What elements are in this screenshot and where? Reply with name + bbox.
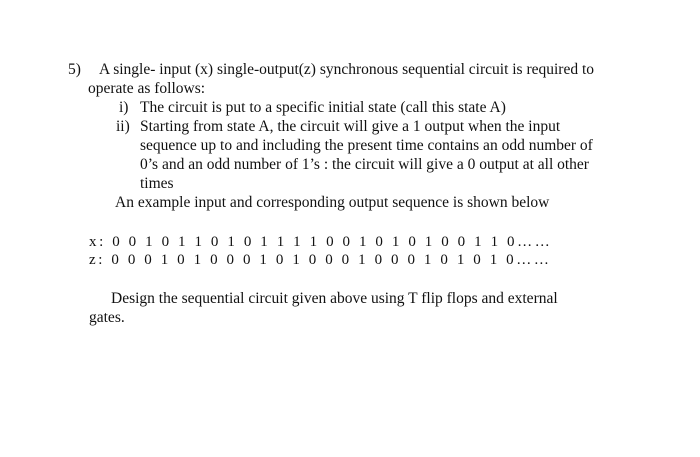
- item-2-line-3: 0’s and an odd number of 1’s : the circuit will give a 0 output at all other: [140, 156, 589, 173]
- item-2-line-2: sequence up to and including the present time contains an odd number of: [140, 137, 593, 154]
- z-output-sequence: z: 0 0 0 1 0 1 0 0 0 1 0 1 0 0 0 1 0 0 0 1 0 1 0 1 0……: [89, 252, 552, 268]
- item-2-line-4: times: [140, 175, 174, 192]
- example-intro: An example input and corresponding output sequence is shown below: [115, 194, 550, 211]
- item-2-marker: ii): [116, 118, 130, 135]
- intro-line-1: A single- input (x) single-output(z) synchronous sequential circuit is required to: [99, 61, 595, 78]
- item-1-marker: i): [119, 99, 129, 116]
- problem-number: 5): [68, 61, 81, 78]
- intro-line-2: operate as follows:: [88, 80, 206, 97]
- x-input-sequence: x: 0 0 1 0 1 1 0 1 0 1 1 1 1 0 0 1 0 1 0 1 0 0 1 1 0……: [89, 234, 553, 250]
- item-2-line-1: Starting from state A, the circuit will give a 1 output when the input: [140, 118, 561, 135]
- design-line-2: gates.: [89, 309, 125, 326]
- item-1-text: The circuit is put to a specific initial state (call this state A): [140, 99, 506, 116]
- design-line-1: Design the sequential circuit given above using T flip flops and external: [111, 290, 558, 307]
